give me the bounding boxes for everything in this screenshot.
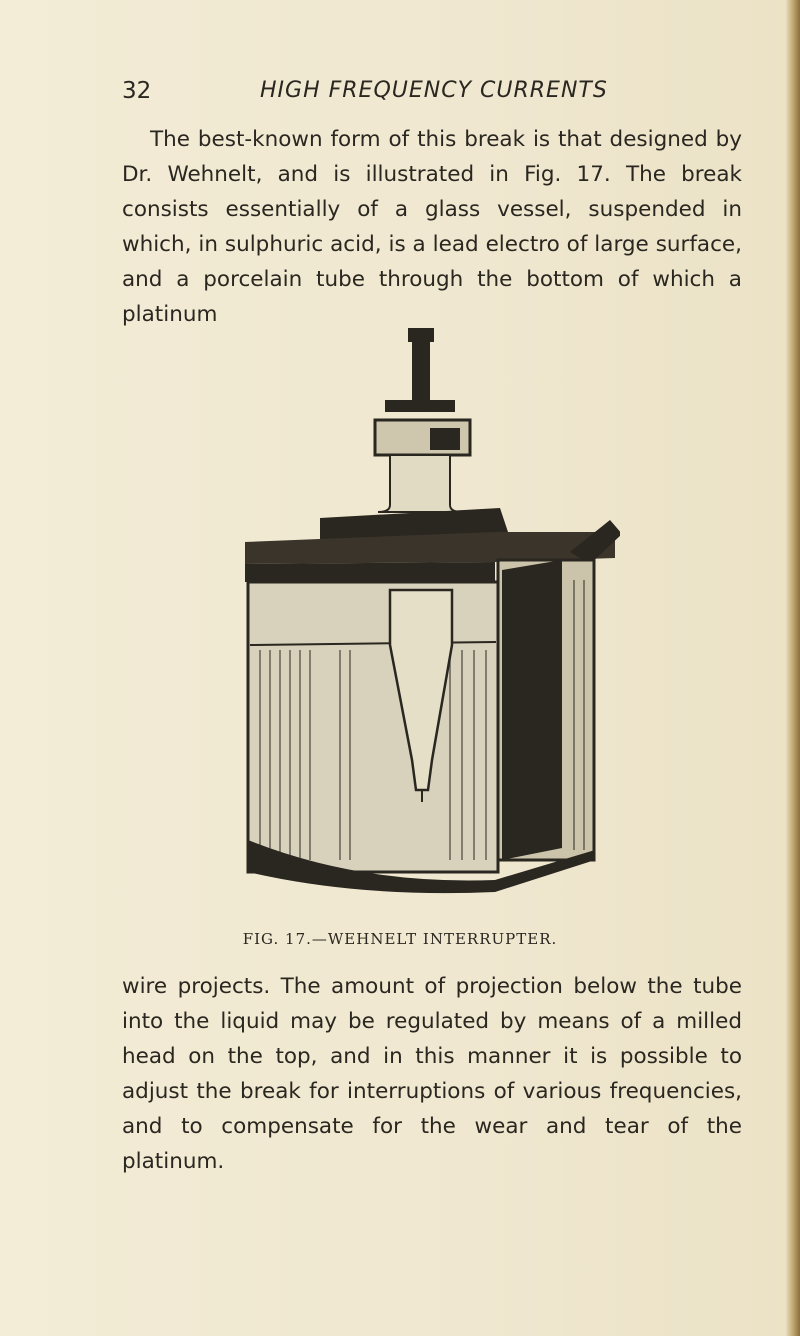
page-edge xyxy=(786,0,800,1336)
terminal-clamp xyxy=(408,328,434,342)
figure-caption: FIG. 17.—WEHNELT INTERRUPTER. xyxy=(242,930,558,948)
glass-vessel-front xyxy=(248,582,498,872)
paragraph-top: The best-known form of this break is that designed by Dr. Wehnelt, and is illustrated in Fig. 17. The break consists essentially of a glass vessel, suspended in which, in sulphuric acid, is a lead electro of large surface, and a porcelain tube through the bottom of which a platinum xyxy=(122,127,742,327)
running-head: HIGH FREQUENCY CURRENTS xyxy=(260,78,608,103)
lead-electrode xyxy=(502,560,562,860)
wehnelt-interrupter-illustration xyxy=(240,320,620,900)
page-header xyxy=(122,78,722,110)
page-number: 32 xyxy=(122,78,152,104)
bell-base xyxy=(378,455,462,512)
paragraph-bottom: wire projects. The amount of projection below the tube into the liquid may be regulated by means of a milled head on the top, and in this manner it is possible to adjust the break for interruptions of various frequencies, and to compensate for the wear and tear of the platinum. xyxy=(122,974,742,1174)
milled-head xyxy=(385,400,455,412)
